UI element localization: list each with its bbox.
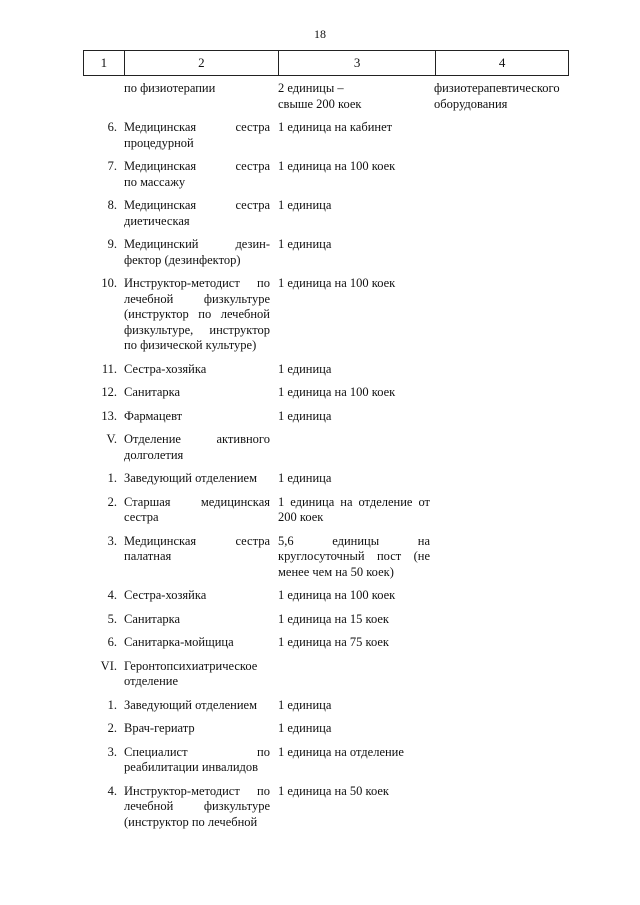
staff-norm	[278, 745, 430, 776]
position-name-line: Сестра-хозяйка	[124, 361, 207, 376]
position-name-line: сестра	[124, 510, 159, 524]
staff-norm	[278, 409, 430, 425]
staff-norm-line: 1 единица на 15 коек	[278, 611, 389, 626]
staff-norm	[278, 432, 430, 463]
position-name-line: Отделение активного	[124, 432, 270, 446]
staff-norm-line: 1 единица	[278, 361, 332, 376]
staff-norm-line: 1 единица на 75 коек	[278, 635, 389, 649]
staff-norm-line: 1 единица	[278, 408, 332, 423]
table-row	[83, 612, 569, 628]
row-number: 3.	[107, 533, 117, 548]
table-row	[83, 409, 569, 425]
staff-norm-line: 5,6 единицы на	[278, 533, 430, 548]
position-name-line: Заведующий отделением	[124, 697, 258, 712]
row-number: 4.	[107, 588, 117, 602]
table-row	[83, 120, 569, 151]
row-number: 13.	[101, 408, 117, 423]
row-number: 3.	[107, 744, 117, 759]
position-name	[124, 159, 270, 190]
position-name-line: Старшая медицинская	[124, 494, 270, 509]
column-header-2: 2	[124, 51, 278, 76]
staff-norm	[278, 81, 430, 112]
staff-norm-line: менее чем на 50 коек)	[278, 564, 394, 579]
row-number: 1.	[107, 697, 117, 712]
note-cell-line: физиотерапевтическо	[434, 81, 549, 95]
row-number: 2.	[107, 721, 117, 735]
staff-norm-line: 1 единица	[278, 237, 332, 251]
note-cell	[434, 409, 565, 425]
row-number: 2.	[107, 494, 117, 509]
position-name	[124, 276, 270, 354]
staff-norm-line: 1 единица на отделение	[278, 744, 404, 759]
table-row	[83, 81, 569, 112]
position-name-line: долголетия	[124, 447, 184, 462]
position-name	[124, 362, 270, 378]
table-row	[83, 698, 569, 714]
staff-norm-line: 1 единица	[278, 721, 332, 735]
staff-norm-line: 1 единица на 100 коек	[278, 159, 396, 173]
position-name-line: реабилитации инвалидов	[124, 760, 259, 774]
position-name-line: Инструктор-методист по	[124, 276, 270, 290]
position-name-line: Санитарка	[124, 385, 181, 399]
row-number: 8.	[107, 198, 117, 212]
position-name	[124, 745, 270, 776]
staff-norm-line: 1 единица на отделение от	[278, 494, 430, 509]
note-cell	[434, 81, 565, 112]
note-cell	[434, 721, 565, 737]
column-header-table	[83, 50, 569, 76]
staff-norm	[278, 588, 430, 604]
position-name-line: Геронтопсихиатрическое	[124, 658, 258, 673]
position-name-line: лечебной физкультуре	[124, 291, 270, 306]
staff-norm-line: 1 единица	[278, 198, 332, 212]
note-cell	[434, 237, 565, 268]
position-name	[124, 198, 270, 229]
table-row	[83, 745, 569, 776]
staff-norm-line: 200 коек	[278, 510, 324, 524]
position-name	[124, 409, 270, 425]
position-name	[124, 612, 270, 628]
position-name	[124, 81, 270, 112]
column-header-row	[84, 51, 569, 76]
position-name-line: Фармацевт	[124, 408, 183, 423]
staff-norm	[278, 237, 430, 268]
row-number: 10.	[101, 276, 117, 290]
row-number: 6.	[107, 635, 117, 649]
position-name	[124, 784, 270, 831]
page-number: 18	[314, 27, 326, 41]
table-row	[83, 534, 569, 581]
position-name-line: Инструктор-методист по	[124, 783, 270, 798]
note-cell	[434, 385, 565, 401]
position-name-line: фектор (дезинфектор)	[124, 252, 241, 267]
note-cell-line: го оборудования	[434, 81, 560, 111]
staff-norm-line: 1 единица	[278, 471, 332, 485]
position-name	[124, 534, 270, 581]
position-name-line: диетическая	[124, 213, 190, 228]
staff-norm	[278, 721, 430, 737]
staff-norm	[278, 120, 430, 151]
staff-norm-line: 1 единица на 100 коек	[278, 385, 396, 399]
position-name-line: Специалист по	[124, 744, 270, 759]
row-number: 5.	[107, 611, 117, 626]
staff-norm	[278, 635, 430, 651]
staff-norm	[278, 362, 430, 378]
row-number: 12.	[101, 385, 117, 399]
column-header-1: 1	[84, 51, 125, 76]
row-number: 11.	[101, 361, 117, 376]
position-name	[124, 659, 270, 690]
staff-norm	[278, 198, 430, 229]
table-row	[83, 659, 569, 690]
staff-norm-line: свыше 200 коек	[278, 96, 362, 111]
staff-norm	[278, 276, 430, 354]
position-name-line: лечебной физкультуре	[124, 799, 270, 813]
position-name-line: Медицинская сестра	[124, 159, 270, 173]
note-cell	[434, 159, 565, 190]
note-cell	[434, 588, 565, 604]
staff-norm-line: 1 единица на кабинет	[278, 120, 393, 134]
position-name	[124, 721, 270, 737]
position-name-line: Медицинская сестра	[124, 120, 270, 134]
table-row	[83, 432, 569, 463]
position-name	[124, 588, 270, 604]
column-header-3: 3	[279, 51, 436, 76]
staff-norm	[278, 495, 430, 526]
position-name-line: по массажу	[124, 174, 186, 189]
staff-norm	[278, 659, 430, 690]
staff-norm-line: 1 единица	[278, 697, 332, 712]
table-row	[83, 635, 569, 651]
position-name-line: (инструктор по лечебной	[124, 307, 270, 321]
staff-norm	[278, 612, 430, 628]
table-row	[83, 198, 569, 229]
position-name-line: Заведующий отделением	[124, 471, 258, 485]
position-name	[124, 495, 270, 526]
staff-norm	[278, 534, 430, 581]
position-name	[124, 385, 270, 401]
staff-norm	[278, 159, 430, 190]
position-name	[124, 432, 270, 463]
position-name-line: Врач-гериатр	[124, 721, 195, 735]
position-name	[124, 471, 270, 487]
note-cell	[434, 659, 565, 690]
staff-norm	[278, 385, 430, 401]
staff-norm	[278, 698, 430, 714]
note-cell	[434, 534, 565, 581]
staff-norm	[278, 784, 430, 831]
position-name-line: Санитарка-мойщица	[124, 635, 234, 649]
note-cell	[434, 784, 565, 831]
staff-norm-line: круглосуточный пост (не	[278, 549, 430, 563]
position-name	[124, 635, 270, 651]
table-row	[83, 276, 569, 354]
note-cell	[434, 471, 565, 487]
row-number: 4.	[107, 783, 117, 798]
position-name-line: процедурной	[124, 135, 194, 150]
position-name	[124, 698, 270, 714]
note-cell	[434, 120, 565, 151]
position-name-line: по физической культуре)	[124, 338, 257, 352]
position-name	[124, 120, 270, 151]
staff-norm-line: 2 единицы –	[278, 81, 344, 95]
row-number: 1.	[107, 471, 117, 485]
table-row	[83, 721, 569, 737]
note-cell	[434, 198, 565, 229]
position-name-line: Медицинская сестра	[124, 533, 270, 548]
row-number	[83, 81, 123, 112]
position-name-line: (инструктор по лечебной	[124, 814, 258, 829]
row-number: 6.	[107, 120, 117, 134]
note-cell	[434, 612, 565, 628]
table-row	[83, 362, 569, 378]
table-row	[83, 237, 569, 268]
table-row	[83, 495, 569, 526]
staff-table-body	[83, 81, 569, 838]
row-number: V.	[106, 432, 117, 446]
position-name-line: Сестра-хозяйка	[124, 588, 207, 602]
note-cell	[434, 362, 565, 378]
row-number: 9.	[107, 237, 117, 251]
note-cell	[434, 495, 565, 526]
note-cell	[434, 276, 565, 354]
position-name-line: Медицинский дезин-	[124, 237, 270, 251]
row-number: 7.	[107, 159, 117, 173]
staff-norm	[278, 471, 430, 487]
note-cell	[434, 698, 565, 714]
table-row	[83, 588, 569, 604]
position-name	[124, 237, 270, 268]
table-row	[83, 385, 569, 401]
table-row	[83, 471, 569, 487]
row-number: VI.	[100, 658, 117, 673]
note-cell	[434, 745, 565, 776]
position-name-line: Медицинская сестра	[124, 198, 270, 212]
position-name-line: отделение	[124, 674, 179, 688]
column-header-4: 4	[436, 51, 569, 76]
position-name-line: Санитарка	[124, 611, 181, 626]
position-name-line: физкультуре, инструктор	[124, 322, 270, 337]
table-row	[83, 784, 569, 831]
note-cell	[434, 432, 565, 463]
position-name-line: по физиотерапии	[124, 81, 216, 95]
table-row	[83, 159, 569, 190]
staff-norm-line: 1 единица на 100 коек	[278, 588, 396, 602]
position-name-line: палатная	[124, 549, 172, 563]
staff-norm-line: 1 единица на 100 коек	[278, 276, 396, 290]
note-cell	[434, 635, 565, 651]
staff-norm-line: 1 единица на 50 коек	[278, 783, 389, 798]
